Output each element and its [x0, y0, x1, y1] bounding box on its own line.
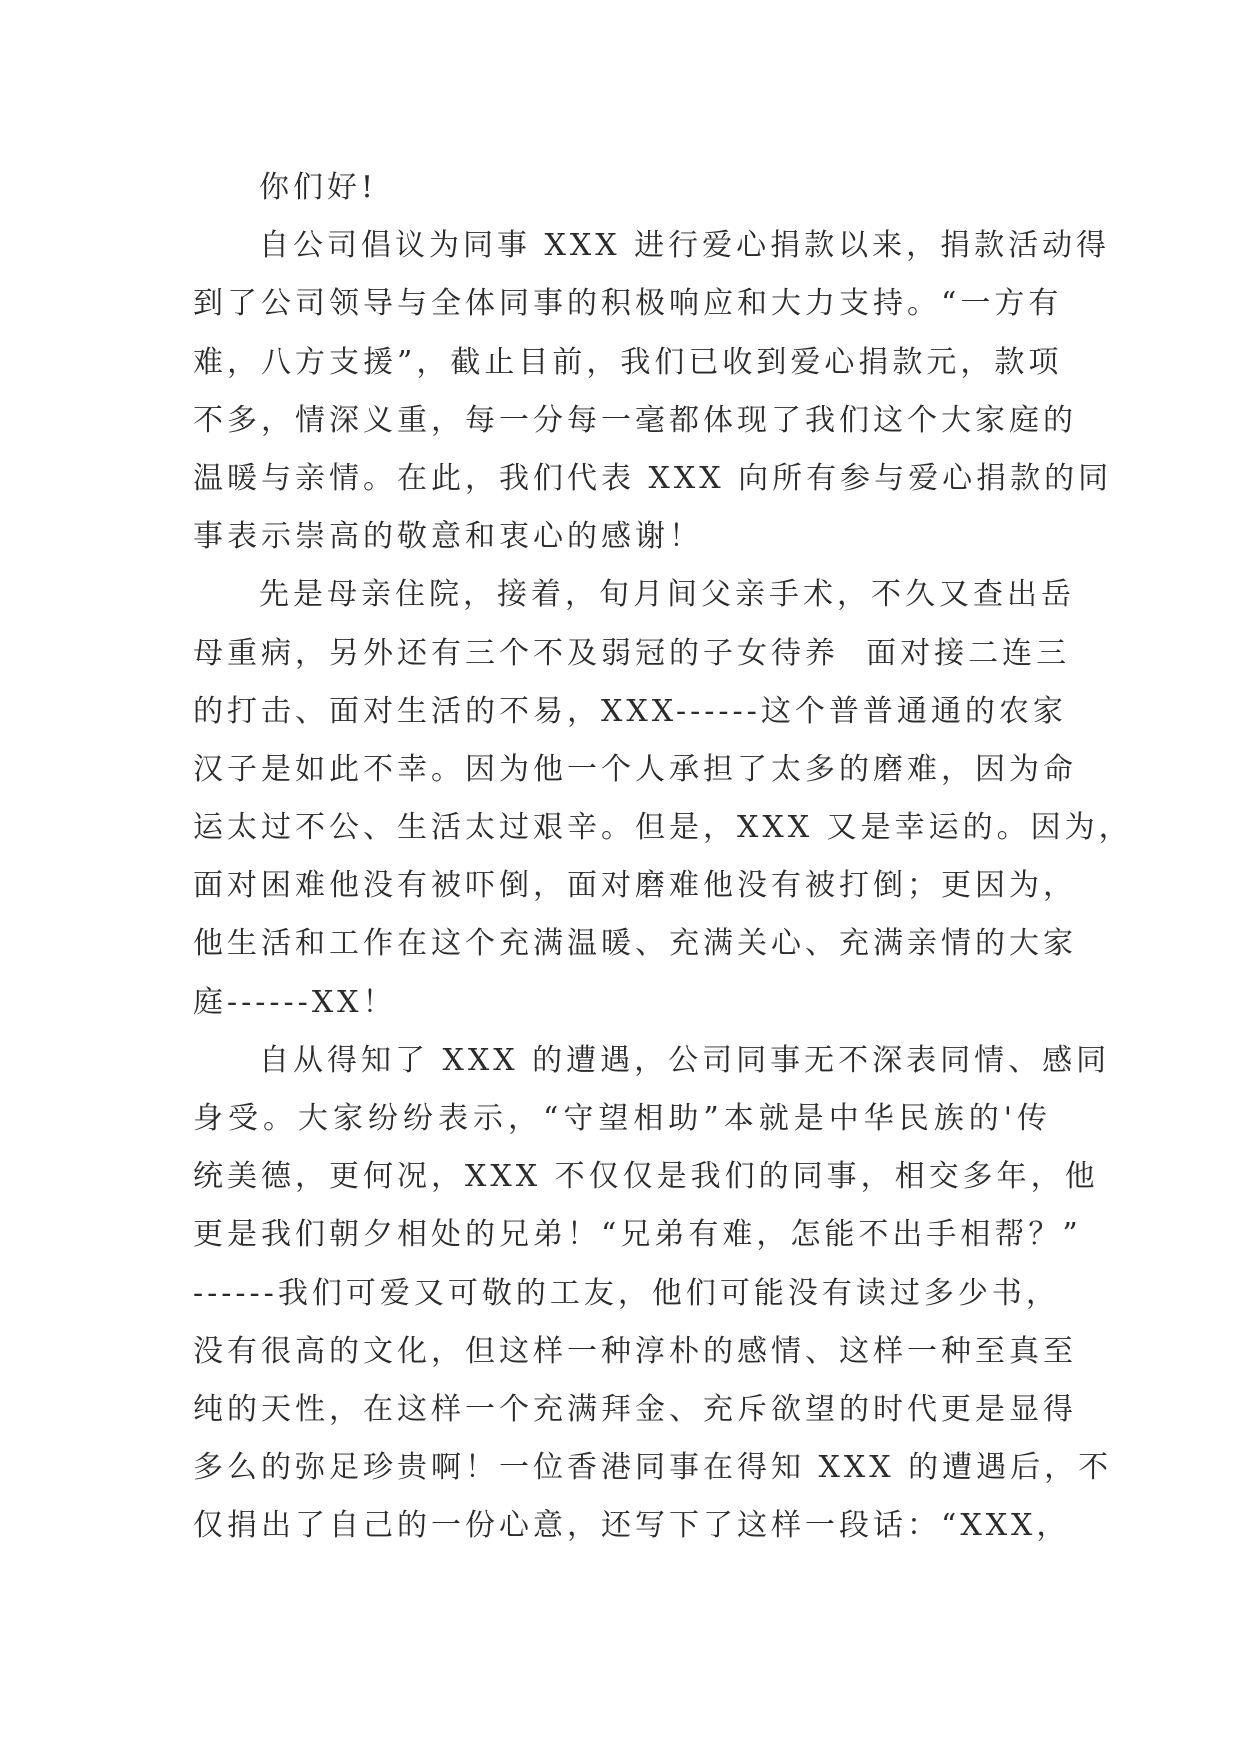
- letter-body: [193, 159, 1133, 1556]
- paragraph-line: 汉子是如此不幸。因为他一个人承担了太多的磨难，因为命: [193, 751, 1077, 787]
- paragraph-line: 面对困难他没有被吓倒，面对磨难他没有被打倒；更因为，: [193, 868, 1077, 904]
- paragraph-line: ------我们可爱又可敬的工友，他们可能没有读过多少书，: [193, 1275, 1060, 1311]
- paragraph-colleague-support: [193, 1032, 1113, 1556]
- paragraph-line: 他生活和工作在这个充满温暖、充满关心、充满亲情的大家: [193, 926, 1077, 962]
- paragraph-line: 先是母亲住院，接着，旬月间父亲手术，不久又查出岳: [259, 577, 1075, 613]
- paragraph-donation-thanks: [193, 217, 1113, 566]
- paragraph-line: 更是我们朝夕相处的兄弟！“兄弟有难，怎能不出手相帮？”: [193, 1217, 1082, 1253]
- paragraph-line: 统美德，更何况，XXX 不仅仅是我们的同事，相交多年，他: [193, 1159, 1099, 1195]
- paragraph-line: 自公司倡议为同事 XXX 进行爱心捐款以来，捐款活动得: [259, 228, 1111, 264]
- paragraph-line: 温暖与亲情。在此，我们代表 XXX 向所有参与爱心捐款的同: [193, 460, 1113, 496]
- paragraph-line: 事表示崇高的敬意和衷心的感谢！: [193, 519, 703, 555]
- paragraph-line: 到了公司领导与全体同事的积极响应和大力支持。“一方有: [193, 286, 1063, 322]
- greeting-line: 你们好!: [259, 170, 378, 205]
- paragraph-line: 身受。大家纷纷表示，“守望相助”本就是中华民族的'传: [193, 1101, 1051, 1136]
- paragraph-line: 庭------XX！: [193, 984, 397, 1020]
- paragraph-line: 仅捐出了自己的一份心意，还写下了这样一段话：“XXX，: [193, 1508, 1071, 1544]
- paragraph-line: 难，八方支援”，截止目前，我们已收到爱心捐款元，款项: [193, 344, 1063, 380]
- paragraph-line: 的打击、面对生活的不易，XXX------这个普普通通的农家: [193, 693, 1067, 729]
- paragraph-line: 自从得知了 XXX 的遭遇，公司同事无不深表同情、感同: [259, 1042, 1111, 1078]
- paragraph-line: 没有很高的文化，但这样一种淳朴的感情、这样一种至真至: [193, 1333, 1077, 1369]
- paragraph-line: 多么的弥足珍贵啊！一位香港同事在得知 XXX 的遭遇后，不: [193, 1450, 1113, 1486]
- paragraph-line: 运太过不公、生活太过艰辛。但是，XXX 又是幸运的。因为，: [193, 810, 1133, 846]
- paragraph-line: 纯的天性，在这样一个充满拜金、充斥欲望的时代更是显得: [193, 1391, 1077, 1427]
- paragraph-line: 母重病，另外还有三个不及弱冠的子女待养 面对接二连三: [193, 635, 1071, 671]
- paragraph-line: 不多，情深义重，每一分每一毫都体现了我们这个大家庭的: [193, 402, 1077, 438]
- paragraph-hardship: [193, 566, 1133, 1032]
